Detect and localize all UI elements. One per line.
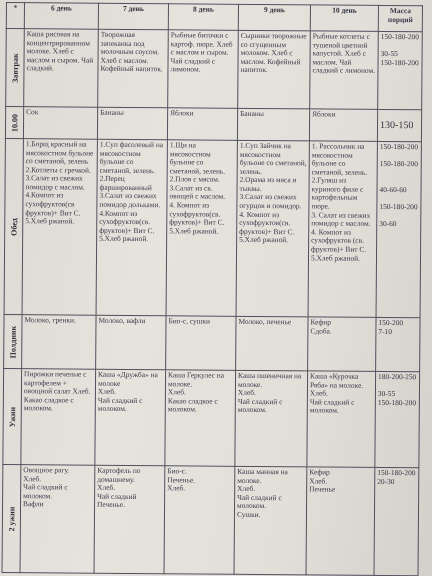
breakfast-day10: Рыбные котлеты с тушеной цветной капустой. Хлеб с маслом. Чай сладкий с лимоном. — [310, 31, 379, 110]
row-snack-10 — [5, 107, 421, 142]
second-dinner-day10: Кефир Хлеб. Печенье — [306, 467, 375, 576]
meal-label-afternoon: Полдник — [4, 314, 22, 368]
dinner-day8: Каша Геркулес на молоке. Хлеб. Какао сладкое с молоком. — [165, 370, 236, 467]
meal-label-breakfast: Завтрак — [6, 29, 25, 107]
meal-label-lunch: Обед — [4, 138, 23, 314]
snack10-day6: Сок — [23, 107, 97, 140]
dinner-mass: 180-200-250 30-55 150-180-200 — [375, 371, 420, 467]
meal-label-second-dinner: 2 ужин — [2, 464, 21, 572]
snack10-mass: 130-150 — [377, 109, 421, 141]
lunch-day10: 1. Рассольник на мясокостном бульоне со сметаной, зелень. 2.Гуляш из куриного филе с картофельным пюре. 3. Салат из свежих помидор с маслом. 4. Компот из сухофруктов (св. фруктов)+ Вит С. 5.Хлеб ржаной. — [308, 141, 377, 318]
second-dinner-mass: 150-180-200 20-30 — [374, 467, 419, 575]
meal-label-10: 10.00 — [5, 107, 23, 139]
menu-table — [2, 2, 423, 576]
day-header-9: 9 день — [238, 4, 310, 31]
breakfast-mass: 150-180-200 30-55 150-180-200 — [378, 31, 423, 109]
lunch-day7: 1.Суп фасолевый на мясокостном бульоне со сметаной, зелень. 2.Перец фаршированный 3.Салат из свежих помидор дольками. 4.Компот из сухофруктов(св. фруктов)+ Вит С. 5.Хлеб ржаной. — [96, 139, 167, 316]
breakfast-day8: Рыбные биточки с картоф. пюре. Хлеб с маслом и сыром. Чай сладкий с лимоном. — [168, 30, 239, 109]
day-header-10: 10 день — [310, 5, 378, 32]
dinner-day6: Пирожки печеные с картофелем + овощной салат Хлеб. Какао сладкое с молоком. — [21, 369, 96, 466]
afternoon-day9: Молоко, печенье — [236, 316, 308, 371]
afternoon-day10: Кефир Сдоба. — [308, 317, 376, 372]
dinner-day9: Каша пшеничная на молоке. Хлеб. Чай сладкий с молоком. — [235, 370, 308, 467]
row-dinner — [3, 368, 420, 467]
row-afternoon-snack — [4, 314, 420, 371]
header-row — [6, 3, 422, 32]
lunch-day6: 1.Борщ красный на мясокостном бульоне со сметаной, зелень 2.Котлеты с гречкой. 3.Салат из свежих помидор с маслом. 4.Компот из сухофруктов(св фруктов)+ Вит С. 5.Хлеб ржаной. — [22, 139, 97, 316]
row-lunch — [4, 138, 421, 317]
snack10-day9: Бананы — [237, 108, 309, 141]
afternoon-day6: Молоко, гренки. — [22, 315, 96, 370]
snack10-day10: Яблоки — [309, 109, 377, 142]
afternoon-day8: Био-с, сушки — [166, 316, 236, 371]
corner-cell: * — [6, 3, 24, 29]
dinner-day10: Каша «Курочка Ряба» на молоке. Хлеб. Чай сладкий с молоком. — [307, 371, 376, 468]
second-dinner-day8: Био-с. Печенье. Хлеб. — [164, 466, 235, 575]
lunch-mass: 150-180-200 150-180-200 40-60-60 150-180-200 30-60 — [376, 141, 421, 317]
row-breakfast — [6, 29, 423, 110]
second-dinner-day9: Каша манная на молоке. Хлеб. Чай сладкий с молоком. Сушки. — [234, 466, 307, 575]
second-dinner-day6: Овощное рагу. Хлеб. Чай сладкий с молоком. Вафли — [20, 465, 95, 574]
dinner-day7: Каша «Дружба» на молоке Хлеб. Чай сладкий с молоком. — [95, 369, 166, 466]
breakfast-day6: Каша рисовая на концентрированном молоке. Хлеб с маслом и сыром. Чай сладкий. — [24, 29, 99, 108]
lunch-day8: 1.Щи на мясокостном бульоне со сметаной, зелень. 2.Плов с мясом. 3.Салат из св. овощей с маслом. 4. Компот из сухофруктов(св. фруктов)+ Вит С. 5.Хлеб ржаной. — [166, 140, 237, 317]
day-header-8: 8 день — [168, 4, 238, 31]
mass-header: Масса порций — [378, 5, 422, 31]
day-header-7: 7 день — [98, 3, 168, 30]
snack10-day8: Яблоки — [167, 108, 237, 141]
day-header-6: 6 день — [24, 3, 98, 30]
breakfast-day7: Творожная запеканка под молочным соусом. Хлеб с маслом. Кофейный напиток. — [98, 29, 169, 108]
row-second-dinner — [2, 464, 419, 575]
snack10-day7: Бананы — [97, 107, 167, 140]
meal-label-dinner: Ужин — [3, 368, 22, 464]
afternoon-mass: 150-200 7-10 — [376, 317, 420, 371]
second-dinner-day7: Картофель по домашнему. Хлеб. Чай сладкий Печенье. — [94, 465, 165, 574]
breakfast-day9: Сырники творожные со сгущенным молоком. Хлеб с маслом. Кофейный напиток. — [238, 30, 311, 109]
lunch-day9: 1.Суп Зайчик на мясокостном бульоне со сметаной, зелень. 2.Орама из мяса и тыквы. 3.Салат из свежих огурцов и помидор. 4. Компот из сухофруктов(св. фруктов)+ Вит С. 5.Хлеб ржаной. — [236, 140, 309, 317]
afternoon-day7: Молоко, вафли — [96, 315, 166, 370]
